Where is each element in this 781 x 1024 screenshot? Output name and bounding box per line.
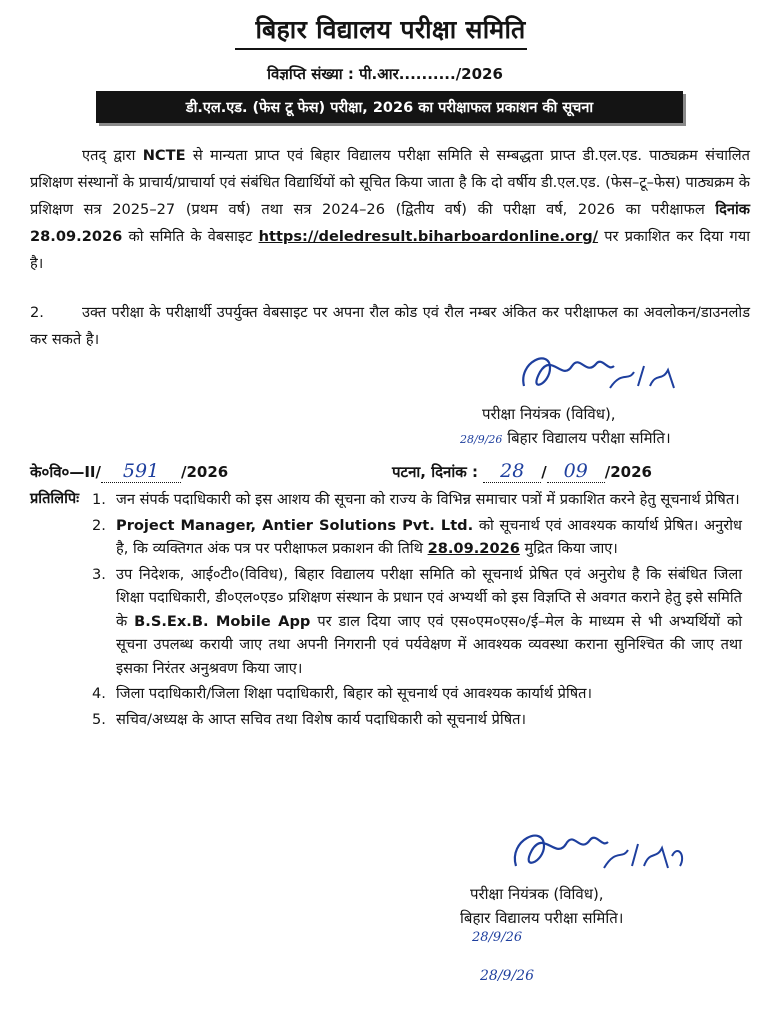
- p1-text-b: से मान्यता प्राप्त एवं बिहार विद्यालय परीक्षा समिति से सम्बद्धता प्राप्त डी.एल.एड. पाठ्यक्रम संचालित प्रशिक्षण संस्थानों के प्राचार्य/प्राचार्या एवं संबंधित विद्यार्थियों को सूचित किया जाता है कि दो वर्षीय डी.एल.एड. (फेस–टू–फेस) पाठ्यक्रम के प्रशिक्षण सत्र 2025–27 (प्रथम वर्ष) तथा सत्र 2024–26 (द्वितीय वर्ष) की परीक्षा वर्ष, 2026 का परीक्षाफल: [30, 147, 750, 218]
- copy-item-1-text: जन संपर्क पदाधिकारी को इस आशय की सूचना को राज्य के विभिन्न समाचार पत्रों में प्रकाशित करने हेतु सूचनार्थ प्रेषित।: [116, 491, 740, 508]
- copy-item-5: [92, 708, 742, 732]
- p2-text: उक्त परीक्षा के परीक्षार्थी उपर्युक्त वेबसाइट पर अपना रौल कोड एवं रौल नम्बर अंकित कर परीक्षाफल का अवलोकन/डाउनलोड कर सकते है।: [30, 304, 750, 348]
- copy-item-1-num: 1.: [92, 491, 106, 508]
- signature-1-note: 28/9/26: [460, 433, 503, 446]
- copy-item-1: [92, 488, 742, 512]
- date-day: 28: [483, 460, 541, 483]
- date-month: 09: [547, 460, 605, 483]
- p1-ncte: NCTE: [142, 147, 186, 164]
- reference-number-row: [30, 460, 228, 483]
- p1-result-date: दिनांक 28.09.2026: [30, 201, 750, 245]
- copy-item-3: [92, 563, 742, 681]
- subject-banner: [96, 91, 683, 123]
- ref-number: 591: [101, 460, 181, 483]
- date-year: /2026: [604, 463, 652, 481]
- ref-prefix: के०वि०—II/: [30, 463, 101, 481]
- copy-item-5-text: सचिव/अध्यक्ष के आप्त सचिव तथा विशेष कार्य पदाधिकारी को सूचनार्थ प्रेषित।: [116, 710, 526, 728]
- signature-2-designation: परीक्षा नियंत्रक (विविध),: [470, 885, 604, 903]
- paragraph-1: [30, 142, 750, 277]
- ref-year: /2026: [181, 463, 229, 481]
- p1-text-a: एतद् द्वारा: [82, 147, 143, 164]
- signature-2: [460, 882, 624, 930]
- copy-item-3-text: उप निदेशक, आई०टी०(विविध), बिहार विद्यालय परीक्षा समिति को सूचनार्थ प्रेषित एवं अनुरोध है कि संबंधित जिला शिक्षा पदाधिकारी, डी०एल०एड० प्रशिक्षण संस्थान के प्रधान एवं अभ्यर्थी को इस विज्ञप्ति से अवगत कराने हेतु इसे समिति के: [116, 565, 742, 630]
- notice-number: विज्ञप्ति संख्या : पी.आर........../2026: [267, 65, 503, 83]
- copy-item-3-end: पर डाल दिया जाए एवं एस०एम०एस०/ई–मेल के माध्यम से भी अभ्यर्थियों को सूचना उपलब्ध करायी जाए तथा अपनी निगरानी एवं पर्यवेक्षण में आवश्यक व्यवस्था कराना सुनिश्चित की जाए तथा इसका निरंतर अनुश्रवण किया जाए।: [116, 612, 742, 677]
- place-date-label: पटना, दिनांक :: [392, 463, 479, 481]
- subject-text: डी.एल.एड. (फेस टू फेस) परीक्षा, 2026 का परीक्षाफल प्रकाशन की सूचना: [185, 100, 594, 116]
- copy-item-4-text: जिला पदाधिकारी/जिला शिक्षा पदाधिकारी, बिहार को सूचनार्थ एवं आवश्यक कार्यार्थ प्रेषित।: [116, 685, 593, 702]
- copy-item-3-num: 3.: [92, 565, 106, 583]
- signature-1-org: [460, 426, 671, 452]
- copy-item-2-end: मुद्रित किया जाए।: [519, 540, 618, 557]
- copy-item-2-company: Project Manager, Antier Solutions Pvt. Ltd.: [116, 516, 474, 534]
- copy-to-label: प्रतिलिपिः: [30, 490, 80, 507]
- date-row: पटना, दिनांक : 28 / 09 /2026: [392, 460, 652, 482]
- signature-1-scribble: [510, 342, 700, 404]
- copy-item-5-num: 5.: [92, 710, 106, 728]
- copy-item-2-num: 2.: [92, 516, 106, 534]
- signature-1: [460, 402, 671, 452]
- copy-to-list: [92, 488, 742, 733]
- signature-2-note-1: 28/9/26: [472, 930, 523, 945]
- copy-item-2-date: 28.09.2026: [427, 540, 520, 557]
- copy-item-3-app: B.S.Ex.B. Mobile App: [134, 612, 311, 630]
- office-title: बिहार विद्यालय परीक्षा समिति: [255, 15, 526, 44]
- signature-1-designation: परीक्षा नियंत्रक (विविध),: [482, 405, 616, 423]
- signature-1-org-text: बिहार विद्यालय परीक्षा समिति।: [507, 429, 671, 447]
- signature-2-note-2: 28/9/26: [480, 968, 534, 984]
- copy-item-2: [92, 514, 742, 561]
- copy-item-4: [92, 682, 742, 706]
- signature-2-org: बिहार विद्यालय परीक्षा समिति।: [460, 909, 624, 927]
- p1-text-d: पर प्रकाशित कर दिया गया है।: [30, 228, 750, 272]
- result-website-link[interactable]: https://deledresult.biharboardonline.org/: [258, 228, 599, 245]
- p2-number: 2.: [30, 304, 44, 321]
- p1-text-c: को समिति के वेबसाइट: [122, 228, 259, 245]
- title-underline: [235, 48, 527, 50]
- signature-2-scribble: [500, 816, 700, 886]
- copy-item-2-text: को सूचनार्थ एवं आवश्यक कार्यार्थ प्रेषित। अनुरोध है, कि व्यक्तिगत अंक पत्र पर परीक्षाफल प्रकाशन की तिथि: [116, 516, 742, 557]
- copy-item-4-num: 4.: [92, 685, 106, 702]
